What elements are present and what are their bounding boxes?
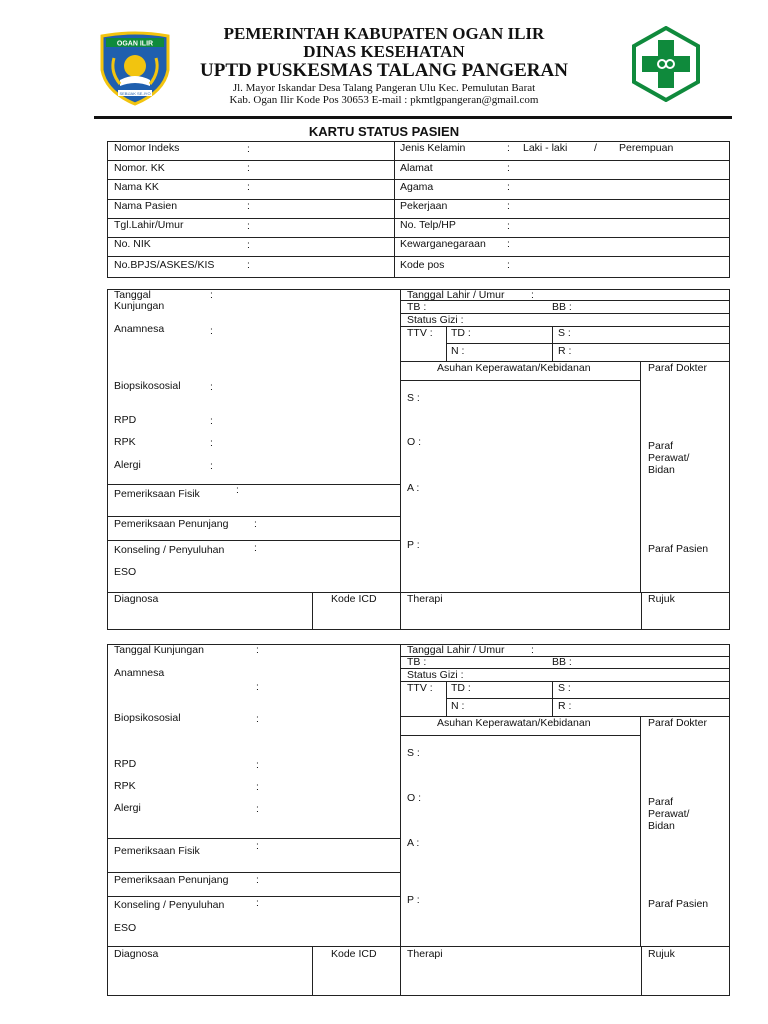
colon: : <box>247 143 250 155</box>
colon: : <box>210 437 213 449</box>
label-soap-p: P : <box>407 539 420 551</box>
colon: : <box>507 162 510 174</box>
label-soap-o: O : <box>407 436 422 448</box>
label-pemeriksaan-penunjang: Pemeriksaan Penunjang <box>114 518 229 530</box>
colon: : <box>507 220 510 232</box>
colon: : <box>247 259 250 271</box>
gender-female: Perempuan <box>619 142 674 154</box>
label-ttv: TTV : <box>407 327 433 339</box>
label-rpd: RPD <box>114 414 137 426</box>
label-tanggal-kunjungan: Tanggal Kunjungan <box>114 644 204 656</box>
card-title: KARTU STATUS PASIEN <box>308 124 460 139</box>
header-divider <box>94 116 732 119</box>
label-s-vital: S : <box>558 327 571 339</box>
label-kunjungan: Kunjungan <box>114 300 165 312</box>
gender-male: Laki - laki <box>523 142 568 154</box>
label-nomor-indeks: Nomor Indeks <box>114 142 180 154</box>
colon: : <box>531 644 534 656</box>
label-alamat: Alamat <box>400 162 433 174</box>
label-soap-a: A : <box>407 837 420 849</box>
label-paraf: Paraf <box>648 440 674 452</box>
colon: : <box>210 460 213 472</box>
colon: : <box>210 289 213 301</box>
label-pemeriksaan-fisik: Pemeriksaan Fisik <box>114 488 200 500</box>
label-paraf-pasien: Paraf Pasien <box>648 543 709 555</box>
label-diagnosa: Diagnosa <box>114 948 159 960</box>
label-n-vital: N : <box>451 345 465 357</box>
colon: : <box>256 874 259 886</box>
label-biopsikososial: Biopsikososial <box>114 380 181 392</box>
label-bidan: Bidan <box>648 820 675 832</box>
label-n-vital: N : <box>451 700 465 712</box>
colon: : <box>256 840 259 852</box>
label-kode-icd: Kode ICD <box>331 593 377 605</box>
label-paraf-pasien: Paraf Pasien <box>648 898 709 910</box>
label-nomor-kk: Nomor. KK <box>114 162 165 174</box>
label-therapi: Therapi <box>407 593 443 605</box>
label-soap-s: S : <box>407 392 420 404</box>
label-no-bpjs: No.BPJS/ASKES/KIS <box>114 259 215 271</box>
colon: : <box>256 681 259 693</box>
puskesmas-cross-icon <box>628 26 704 102</box>
colon: : <box>507 238 510 250</box>
gender-slash: / <box>594 142 597 154</box>
label-biopsikososial: Biopsikososial <box>114 712 181 724</box>
colon: : <box>256 713 259 725</box>
colon: : <box>210 325 213 337</box>
colon: : <box>247 181 250 193</box>
label-tb: TB : <box>407 301 427 313</box>
label-r-vital: R : <box>558 345 572 357</box>
label-rujuk: Rujuk <box>648 948 675 960</box>
label-rpd: RPD <box>114 758 137 770</box>
header-line-1: PEMERINTAH KABUPATEN OGAN ILIR <box>223 24 545 43</box>
colon: : <box>507 259 510 271</box>
label-asuhan: Asuhan Keperawatan/Kebidanan <box>437 362 591 374</box>
colon: : <box>254 518 257 530</box>
header-line-3: UPTD PUSKESMAS TALANG PANGERAN <box>200 60 568 81</box>
colon: : <box>256 644 259 656</box>
colon: : <box>247 200 250 212</box>
colon: : <box>210 381 213 393</box>
label-tb: TB : <box>407 656 427 668</box>
label-diagnosa: Diagnosa <box>114 593 159 605</box>
label-paraf-dokter: Paraf Dokter <box>648 717 707 729</box>
label-anamnesa: Anamnesa <box>114 667 165 679</box>
label-td: TD : <box>451 327 471 339</box>
label-pemeriksaan-fisik: Pemeriksaan Fisik <box>114 845 200 857</box>
label-rpk: RPK <box>114 436 136 448</box>
label-kode-icd: Kode ICD <box>331 948 377 960</box>
colon: : <box>507 142 510 154</box>
label-s-vital: S : <box>558 682 571 694</box>
label-soap-a: A : <box>407 482 420 494</box>
label-td: TD : <box>451 682 471 694</box>
label-jenis-kelamin: Jenis Kelamin <box>400 142 466 154</box>
label-soap-s: S : <box>407 747 420 759</box>
colon: : <box>236 484 239 496</box>
logo-text: OGAN ILIR <box>116 40 154 48</box>
label-nama-pasien: Nama Pasien <box>114 200 178 212</box>
label-pekerjaan: Pekerjaan <box>400 200 448 212</box>
label-kewarganegaraan: Kewarganegaraan <box>400 238 486 250</box>
label-paraf-dokter: Paraf Dokter <box>648 362 707 374</box>
colon: : <box>507 181 510 193</box>
label-bb: BB : <box>552 301 572 313</box>
label-tgl-lahir-umur: Tgl.Lahir/Umur <box>114 219 184 231</box>
label-bb: BB : <box>552 656 572 668</box>
label-rujuk: Rujuk <box>648 593 675 605</box>
label-asuhan: Asuhan Keperawatan/Kebidanan <box>437 717 591 729</box>
colon: : <box>256 897 259 909</box>
colon: : <box>247 162 250 174</box>
label-soap-p: P : <box>407 894 420 906</box>
header-address-2: Kab. Ogan Ilir Kode Pos 30653 E-mail : pkmtlgpangeran@gmail.com <box>229 94 539 106</box>
label-no-nik: No. NIK <box>114 238 151 250</box>
label-bidan: Bidan <box>648 464 675 476</box>
label-anamnesa: Anamnesa <box>114 323 165 335</box>
label-r-vital: R : <box>558 700 572 712</box>
colon: : <box>247 220 250 232</box>
label-pemeriksaan-penunjang: Pemeriksaan Penunjang <box>114 874 229 886</box>
label-eso: ESO <box>114 566 137 578</box>
label-soap-o: O : <box>407 792 422 804</box>
colon: : <box>247 239 250 251</box>
label-status-gizi: Status Gizi : <box>407 314 464 326</box>
label-tanggal-lahir-umur: Tanggal Lahir / Umur <box>407 289 505 301</box>
label-status-gizi: Status Gizi : <box>407 669 464 681</box>
label-alergi: Alergi <box>114 802 141 814</box>
label-perawat: Perawat/ <box>648 808 690 820</box>
header-line-2: DINAS KESEHATAN <box>303 42 465 61</box>
label-ttv: TTV : <box>407 682 433 694</box>
label-tanggal: Tanggal <box>114 289 151 301</box>
colon: : <box>531 289 534 301</box>
label-agama: Agama <box>400 181 434 193</box>
label-kode-pos: Kode pos <box>400 259 445 271</box>
label-therapi: Therapi <box>407 948 443 960</box>
logo-motto: SEBIJAK SE-IYO <box>119 91 151 96</box>
label-paraf: Paraf <box>648 796 674 808</box>
label-eso: ESO <box>114 922 137 934</box>
label-tanggal-lahir-umur: Tanggal Lahir / Umur <box>407 644 505 656</box>
label-no-telp: No. Telp/HP <box>400 219 456 231</box>
label-konseling: Konseling / Penyuluhan <box>114 899 225 911</box>
colon: : <box>254 542 257 554</box>
colon: : <box>256 759 259 771</box>
label-alergi: Alergi <box>114 459 141 471</box>
colon: : <box>256 781 259 793</box>
label-nama-kk: Nama KK <box>114 181 159 193</box>
header-address-1: Jl. Mayor Iskandar Desa Talang Pangeran Ulu Kec. Pemulutan Barat <box>232 82 536 94</box>
colon: : <box>507 200 510 212</box>
colon: : <box>210 415 213 427</box>
colon: : <box>256 803 259 815</box>
label-rpk: RPK <box>114 780 136 792</box>
label-konseling: Konseling / Penyuluhan <box>114 544 225 556</box>
label-perawat: Perawat/ <box>648 452 690 464</box>
